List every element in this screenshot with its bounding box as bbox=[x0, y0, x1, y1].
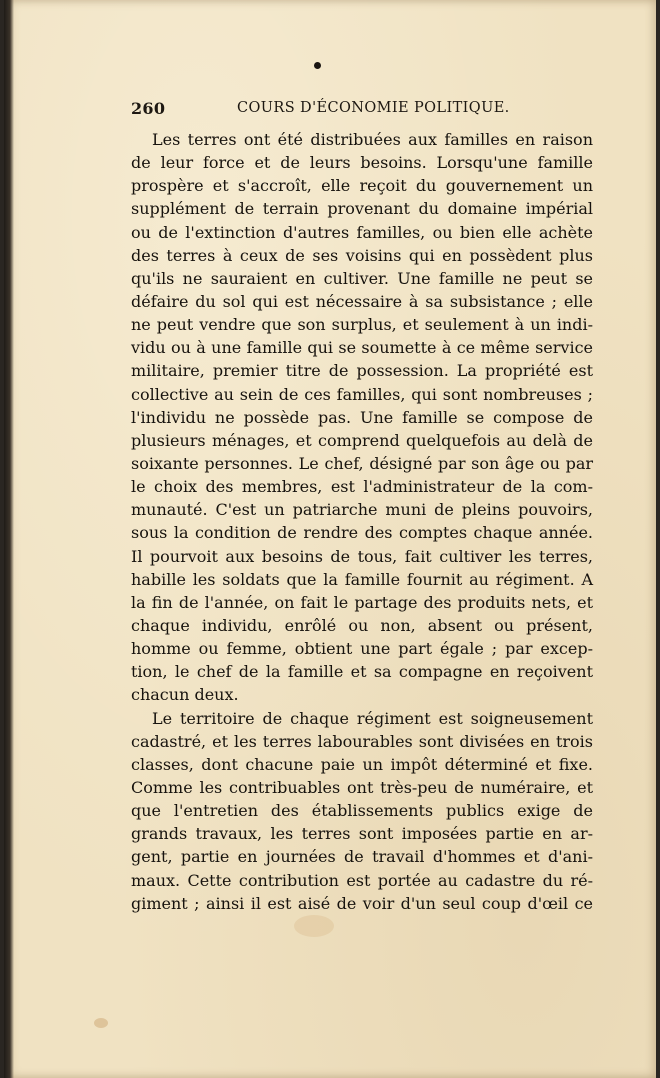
text-line: des terres à ceux de ses voisins qui en possèdent plus bbox=[131, 245, 593, 265]
ink-speck bbox=[314, 62, 321, 69]
text-line: gent, partie en journées de travail d'hommes et d'ani- bbox=[131, 847, 593, 867]
text-line: Il pourvoit aux besoins de tous, fait cultiver les terres, bbox=[131, 546, 593, 566]
text-line: Le territoire de chaque régiment est soigneusement bbox=[152, 708, 593, 728]
text-line: giment ; ainsi il est aisé de voir d'un seul coup d'œil ce bbox=[131, 893, 593, 913]
running-title: COURS D'ÉCONOMIE POLITIQUE. bbox=[237, 100, 510, 116]
page-number: 260 bbox=[131, 99, 166, 118]
text-line: classes, dont chacune paie un impôt déterminé et fixe. bbox=[131, 754, 593, 774]
text-line: plusieurs ménages, et comprend quelquefois au delà de bbox=[131, 430, 593, 450]
text-line: qu'ils ne sauraient en cultiver. Une famille ne peut se bbox=[131, 268, 593, 288]
text-line: homme ou femme, obtient une part égale ; par excep- bbox=[131, 639, 593, 659]
text-line: munauté. C'est un patriarche muni de pleins pouvoirs, bbox=[131, 500, 593, 520]
text-line: le choix des membres, est l'administrateur de la com- bbox=[131, 477, 593, 497]
text-line: militaire, premier titre de possession. La propriété est bbox=[131, 361, 593, 381]
text-line: maux. Cette contribution est portée au cadastre du ré- bbox=[131, 870, 593, 890]
paper-stain bbox=[94, 1018, 108, 1028]
text-line: défaire du sol qui est nécessaire à sa subsistance ; elle bbox=[131, 291, 593, 311]
text-line: tion, le chef de la famille et sa compagne en reçoivent bbox=[131, 662, 593, 682]
text-line: collective au sein de ces familles, qui sont nombreuses ; bbox=[131, 384, 593, 404]
paper-stain bbox=[294, 915, 334, 937]
text-line: vidu ou à une famille qui se soumette à ce même service bbox=[131, 338, 593, 358]
text-line: soixante personnes. Le chef, désigné par son âge ou par bbox=[131, 453, 593, 473]
text-line: l'individu ne possède pas. Une famille se compose de bbox=[131, 407, 593, 427]
book-page bbox=[4, 0, 656, 1078]
text-line: supplément de terrain provenant du domaine impérial bbox=[131, 199, 593, 219]
text-line: de leur force et de leurs besoins. Lorsqu'une famille bbox=[131, 153, 593, 173]
text-line: que l'entretien des établissements publics exige de bbox=[131, 801, 593, 821]
body-text bbox=[131, 128, 593, 915]
page-header bbox=[131, 99, 537, 123]
text-line: habille les soldats que la famille fournit au régiment. A bbox=[131, 569, 593, 589]
text-line: Les terres ont été distribuées aux familles en raison bbox=[152, 130, 593, 149]
text-line: sous la condition de rendre des comptes chaque année. bbox=[131, 523, 593, 543]
text-line: la fin de l'année, on fait le partage des produits nets, et bbox=[131, 592, 593, 612]
text-line: chacun deux. bbox=[131, 685, 239, 705]
text-line: ne peut vendre que son surplus, et seulement à un indi- bbox=[131, 315, 593, 335]
text-line: prospère et s'accroît, elle reçoit du gouvernement un bbox=[131, 176, 593, 196]
text-line: cadastré, et les terres labourables sont divisées en trois bbox=[131, 731, 593, 751]
text-line: chaque individu, enrôlé ou non, absent ou présent, bbox=[131, 615, 593, 635]
text-line: ou de l'extinction d'autres familles, ou bien elle achète bbox=[131, 222, 593, 242]
text-line: Comme les contribuables ont très-peu de numéraire, et bbox=[131, 777, 593, 797]
page-binding-edge bbox=[4, 0, 14, 1078]
text-line: grands travaux, les terres sont imposées partie en ar- bbox=[131, 824, 593, 844]
